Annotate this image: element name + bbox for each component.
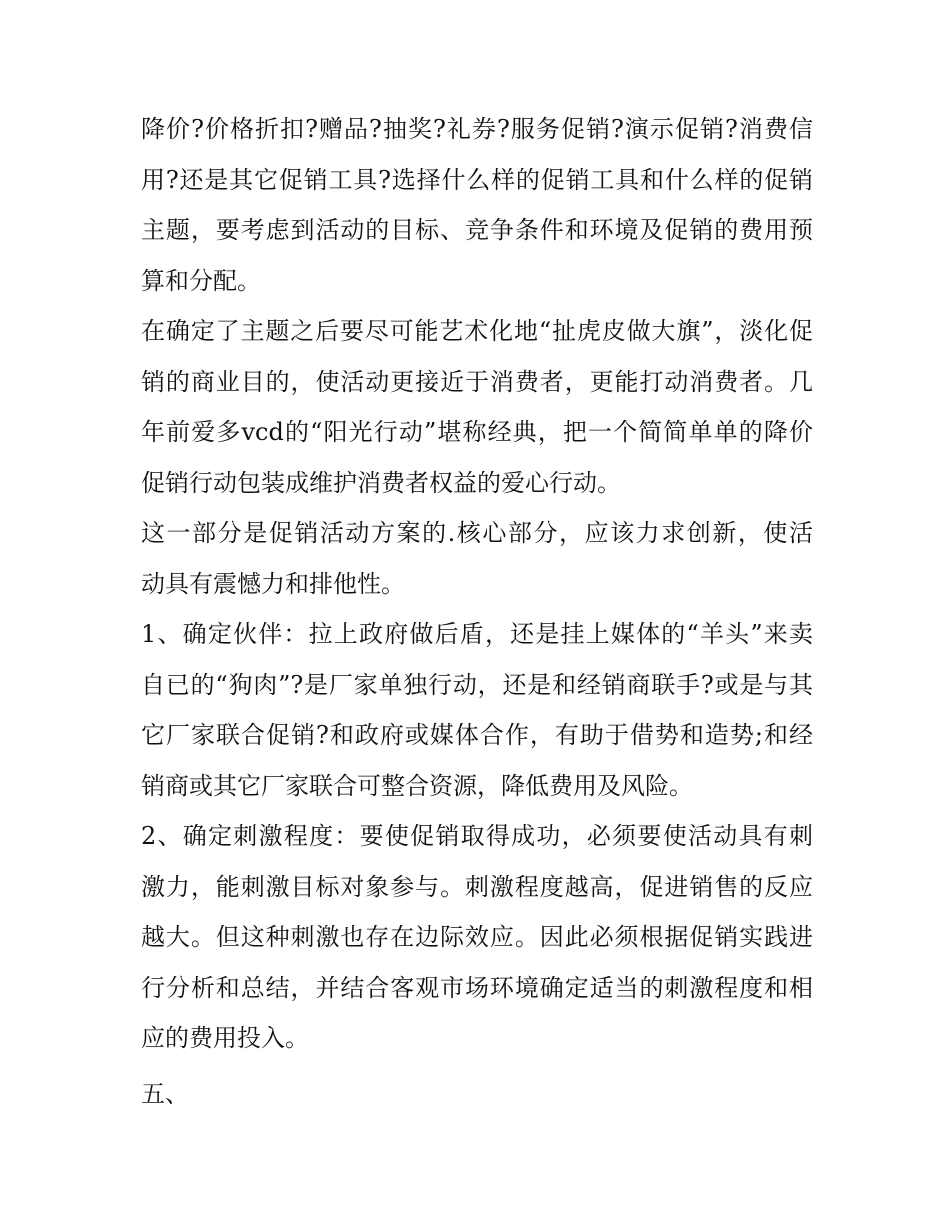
text-line: 它厂家联合促销?和政府或媒体合作，有助于借势和造势;和经 xyxy=(141,721,813,749)
text-line: 用?还是其它促销工具?选择什么样的促销工具和什么样的促销 xyxy=(141,165,813,194)
text-line: 应的费用投入。 xyxy=(141,1024,309,1052)
text-line: 促销行动包装成维护消费者权益的爱心行动。 xyxy=(141,468,621,497)
text-line: 行分析和总结，并结合客观市场环境确定适当的刺激程度和相 xyxy=(141,973,813,1002)
text-line: 越大。但这种刺激也存在边际效应。因此必须根据促销实践进 xyxy=(141,923,813,951)
text-line: 在确定了主题之后要尽可能艺术化地“扯虎皮做大旗”，淡化促 xyxy=(141,317,813,345)
text-line: 这一部分是促销活动方案的.核心部分，应该力求创新，使活 xyxy=(141,519,813,547)
text-line: 销商或其它厂家联合可整合资源，降低费用及风险。 xyxy=(141,771,693,800)
text-line: 2、确定刺激程度：要使促销取得成功，必须要使活动具有刺 xyxy=(141,822,813,850)
text-line: 1、确定伙伴：拉上政府做后盾，还是挂上媒体的“羊头”来卖 xyxy=(141,620,813,648)
section-heading: 五、 xyxy=(141,1080,189,1108)
text-line: 降价?价格折扣?赠品?抽奖?礼券?服务促销?演示促销?消费信 xyxy=(141,115,813,143)
text-line: 主题，要考虑到活动的目标、竞争条件和环境及促销的费用预 xyxy=(141,216,813,244)
text-line: 激力，能刺激目标对象参与。刺激程度越高，促进销售的反应 xyxy=(141,872,813,901)
body-text xyxy=(141,104,813,1064)
text-line: 动具有震憾力和排他性。 xyxy=(141,569,405,598)
text-line: 销的商业目的，使活动更接近于消费者，更能打动消费者。几 xyxy=(141,367,813,396)
text-line: 年前爱多vcd的“阳光行动”堪称经典，把一个简简单单的降价 xyxy=(141,418,813,446)
text-line: 算和分配。 xyxy=(141,266,261,295)
text-line: 自已的“狗肉”?是厂家单独行动，还是和经销商联手?或是与其 xyxy=(141,670,813,699)
